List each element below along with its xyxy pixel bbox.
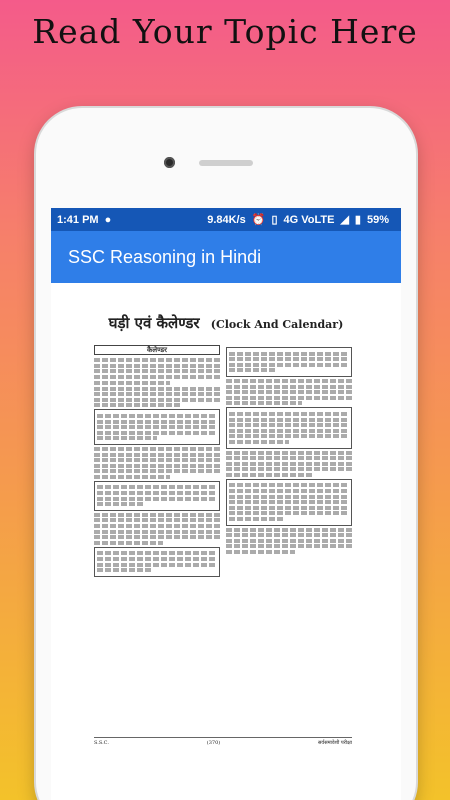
document-page[interactable] [59,289,393,800]
question-block [94,513,220,545]
page-number: (370) [206,740,221,746]
document-title [59,313,393,333]
network-type: 4G VoLTE [283,213,335,226]
question-block [226,379,352,405]
document-columns [94,345,352,579]
app-title: SSC Reasoning in Hindi [68,246,262,267]
question-block [94,387,220,408]
section-heading: कैलेण्डर [94,345,220,355]
alarm-icon: ⏰ [251,214,266,226]
promo-title: Read Your Topic Here [32,12,418,51]
page-footer [94,737,352,746]
question-block [226,528,352,554]
title-hindi: घड़ी एवं कैलेण्डर [108,314,200,332]
status-bar [51,208,401,231]
phone-frame [36,108,416,800]
solution-box [226,347,352,377]
network-speed: 9.84K/s [207,213,246,226]
question-block [226,451,352,477]
earpiece-speaker [199,160,253,166]
battery-icon: ▮ [354,214,361,226]
signal-icon: ◢ [340,214,349,226]
notification-dot-icon: ● [104,213,112,226]
battery-percent: 59% [366,213,389,226]
right-column [226,345,352,579]
question-block [94,447,220,479]
solution-box [94,409,220,445]
solution-box [226,407,352,448]
status-time: 1:41 PM [57,213,99,226]
solution-box [94,481,220,511]
footer-left: S.S.C. [94,740,109,746]
app-bar [51,231,401,283]
left-column [94,345,220,579]
phone-screen [51,208,401,800]
title-english: (Clock And Calendar) [210,318,344,331]
solution-box [94,547,220,577]
vibrate-icon: ▯ [271,214,278,226]
solution-box [226,479,352,526]
footer-right: सर्वसमावेशी परीक्षा [318,740,352,746]
question-block [94,358,220,384]
front-camera [164,157,175,168]
